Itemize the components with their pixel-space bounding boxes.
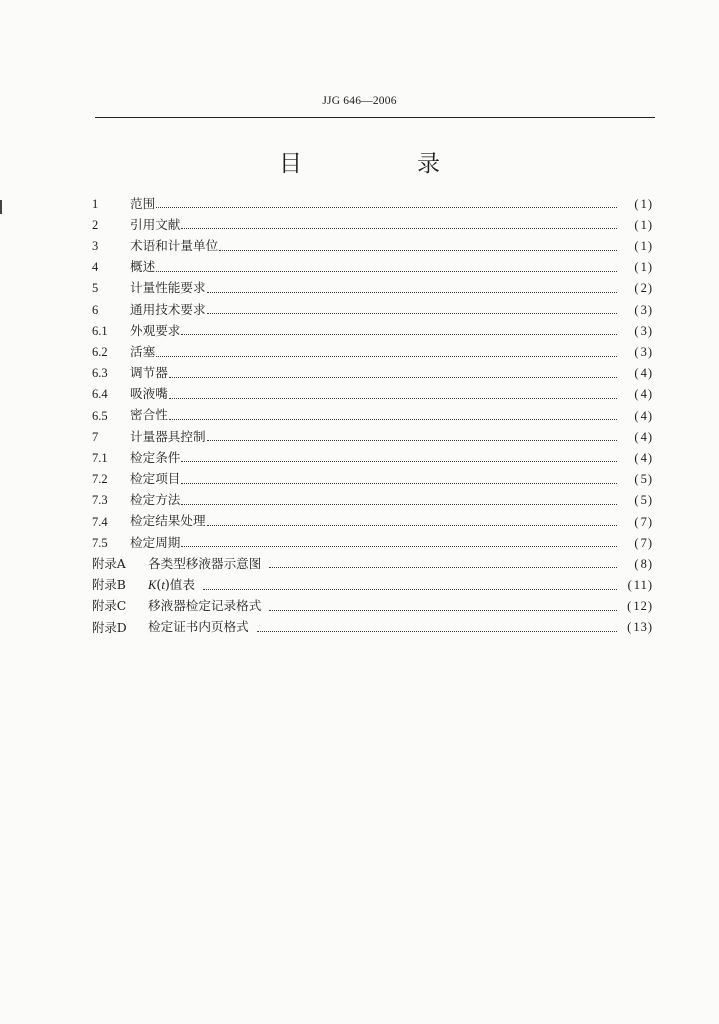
entry-page-number: (8) [634,556,654,571]
dot-leader [181,483,617,484]
dot-leader [169,377,617,378]
dot-leader [156,356,617,357]
dot-leader [207,440,617,441]
toc-entry[interactable] [92,401,654,422]
toc-entry[interactable] [92,380,654,401]
entry-page-number: (3) [634,302,654,317]
page-number-value: 3 [640,323,648,338]
entry-number: 6.1 [92,323,108,338]
toc-entry[interactable] [92,464,654,485]
dot-leader [257,631,617,632]
entry-page-number: (7) [634,514,654,529]
entry-number: 7.5 [92,535,108,550]
dot-leader [219,250,617,251]
page-number-value: 7 [640,535,648,550]
page-number-value: 5 [640,472,648,487]
toc-appendix-entry[interactable] [92,592,654,613]
entry-page-number: (13) [627,620,654,635]
page-number-value: 8 [640,556,648,571]
toc-entry[interactable] [92,210,654,231]
entry-page-number: (12) [627,599,654,614]
entry-title: 范围 [130,195,156,211]
entry-page-number: (3) [634,323,654,338]
page-number-value: 1 [640,260,648,275]
entry-page-number: (5) [634,472,654,487]
page-number-value: 12 [633,599,648,614]
entry-title: 通用技术要求 [130,301,206,317]
toc-entry[interactable] [92,443,654,464]
page-number-value: 3 [640,302,648,317]
entry-title: 引用文献 [130,216,181,232]
entry-title: 移液器检定记录格式 [148,598,262,614]
page-number-value: 4 [640,450,648,465]
entry-number: 6.2 [92,345,108,359]
entry-number: 7 [92,429,99,444]
entry-page-number: (7) [634,535,654,550]
entry-page-number: (4) [634,450,654,465]
entry-number: 附录A [92,555,126,571]
entry-title: 概述 [130,259,156,275]
dot-leader [207,313,617,314]
entry-number: 6.3 [92,366,108,381]
entry-page-number: (4) [634,408,654,423]
entry-title: K(t)值表 [148,576,195,592]
header-rule [95,117,655,118]
dot-leader [156,207,617,208]
entry-page-number: (1) [634,239,654,254]
entry-title: 密合性 [130,407,168,423]
page-number-value: 5 [640,493,648,508]
table-of-contents [92,189,654,634]
toc-appendix-entry[interactable] [92,549,654,570]
entry-title: 检定周期 [130,534,181,550]
toc-appendix-entry[interactable] [92,570,654,591]
toc-entry[interactable] [92,359,654,380]
page-number-value: 2 [640,281,648,296]
dot-leader [181,228,617,229]
running-head: JJG 646—2006 [322,95,397,107]
toc-entry[interactable] [92,231,654,252]
entry-page-number: (3) [634,345,654,359]
page-number-value: 1 [640,217,648,232]
page-number-value: 4 [640,387,648,402]
entry-number: 5 [92,281,99,296]
toc-entry[interactable] [92,337,654,358]
toc-entry[interactable] [92,274,654,295]
toc-entry[interactable] [92,507,654,528]
entry-number: 4 [92,260,99,275]
entry-number: 附录D [92,619,127,635]
entry-number: 7.4 [92,514,108,529]
entry-title: 调节器 [130,365,168,381]
entry-title: 计量器具控制 [130,428,206,444]
entry-page-number: (5) [634,493,654,508]
entry-number: 6 [92,302,99,317]
page-number-value: 7 [640,514,648,529]
toc-entry[interactable] [92,295,654,316]
entry-number: 6.5 [92,408,108,423]
entry-title: 检定项目 [130,471,181,487]
entry-page-number: (1) [634,260,654,275]
entry-page-number: (1) [634,217,654,232]
entry-number: 2 [92,217,99,232]
dot-leader [169,419,617,420]
page-number-value: 4 [640,429,648,444]
dot-leader [181,504,617,505]
dot-leader [207,525,617,526]
entry-number: 7.2 [92,472,108,487]
entry-page-number: (11) [627,578,654,593]
dot-leader [203,589,617,590]
entry-number: 附录B [92,577,126,593]
page-number-value: 1 [640,239,648,254]
dot-leader [269,610,617,611]
page-number-value: 13 [633,620,648,635]
entry-page-number: (4) [634,429,654,444]
entry-title: 检定结果处理 [130,513,206,529]
entry-title: 检定条件 [130,449,181,465]
entry-number: 3 [92,239,99,254]
entry-title: 检定方法 [130,492,181,508]
entry-number: 7.3 [92,493,108,508]
page-number-value: 1 [640,196,648,211]
entry-title: 各类型移液器示意图 [148,555,262,571]
entry-title: 吸液嘴 [130,386,168,402]
entry-title: 术语和计量单位 [130,237,219,253]
entry-title: 活塞 [130,343,156,359]
toc-title: 目 录 [279,151,486,177]
page-number-value: 4 [640,408,648,423]
toc-entry[interactable] [92,422,654,443]
entry-page-number: (4) [634,387,654,402]
dot-leader [269,567,617,568]
toc-entry[interactable] [92,189,654,210]
dot-leader [181,461,617,462]
dot-leader [156,271,617,272]
entry-page-number: (1) [634,196,654,211]
entry-number: 7.1 [92,450,108,465]
entry-page-number: (2) [634,281,654,296]
page-number-value: 4 [640,366,648,381]
scan-edge-mark [0,200,2,214]
toc-entry[interactable] [92,528,654,549]
dot-leader [169,398,617,399]
entry-title: 外观要求 [130,322,181,338]
dot-leader [207,292,617,293]
entry-number: 附录C [92,598,127,614]
dot-leader [181,334,617,335]
toc-entry[interactable] [92,253,654,274]
entry-number: 6.4 [92,387,108,402]
entry-page-number: (4) [634,366,654,381]
entry-title: 计量性能要求 [130,280,206,296]
page-number-value: 11 [633,578,648,593]
entry-number: 1 [92,196,99,211]
page-number-value: 3 [640,345,648,359]
dot-leader [181,546,617,547]
entry-title: 检定证书内页格式 [148,619,249,635]
toc-entry[interactable] [92,486,654,507]
toc-appendix-entry[interactable] [92,613,654,634]
toc-entry[interactable] [92,316,654,337]
